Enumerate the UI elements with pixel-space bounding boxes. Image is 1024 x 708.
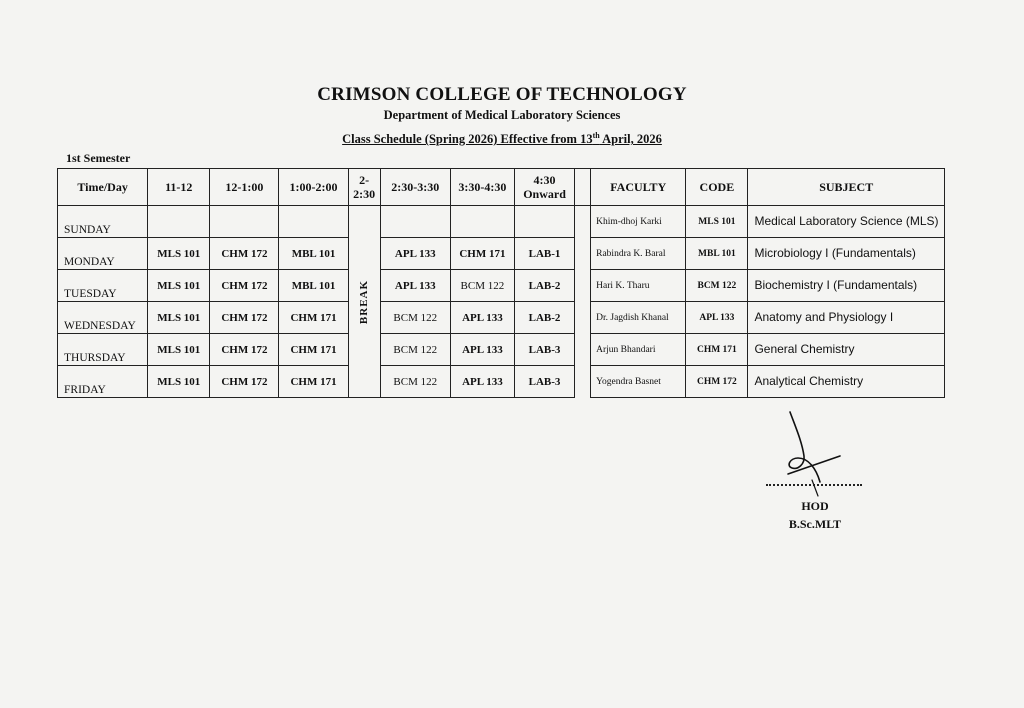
table-header-row: [58, 169, 945, 206]
class-cell: CHM 172: [210, 238, 279, 270]
class-cell: LAB-2: [514, 302, 574, 334]
class-cell: CHM 172: [210, 334, 279, 366]
class-cell: BCM 122: [450, 270, 514, 302]
day-cell: TUESDAY: [58, 270, 148, 302]
faculty-cell: Arjun Bhandari: [591, 334, 686, 366]
gap-cell: [575, 366, 591, 398]
class-cell: BCM 122: [380, 366, 450, 398]
class-cell: MLS 101: [148, 270, 210, 302]
day-cell: WEDNESDAY: [58, 302, 148, 334]
class-cell: LAB-1: [514, 238, 574, 270]
gap-cell: [575, 206, 591, 238]
day-cell: SUNDAY: [58, 206, 148, 238]
gap-cell: [575, 302, 591, 334]
class-cell: APL 133: [380, 238, 450, 270]
gap-cell: [575, 238, 591, 270]
code-cell: MBL 101: [686, 238, 748, 270]
class-cell: [279, 206, 348, 238]
signature-line: [766, 484, 862, 486]
class-cell: CHM 171: [279, 302, 348, 334]
class-cell: [450, 206, 514, 238]
code-cell: CHM 172: [686, 366, 748, 398]
class-cell: MBL 101: [279, 270, 348, 302]
class-cell: LAB-3: [514, 366, 574, 398]
subject-cell: Analytical Chemistry: [748, 366, 945, 398]
class-cell: APL 133: [450, 334, 514, 366]
faculty-cell: Khim-dhoj Karki: [591, 206, 686, 238]
class-cell: APL 133: [450, 302, 514, 334]
header-slot: 1:00-2:00: [279, 169, 348, 206]
header-timeday: Time/Day: [58, 169, 148, 206]
header-code: CODE: [686, 169, 748, 206]
header-slot: 12-1:00: [210, 169, 279, 206]
table-row: [58, 366, 945, 398]
subject-cell: General Chemistry: [748, 334, 945, 366]
class-cell: CHM 172: [210, 270, 279, 302]
class-cell: MLS 101: [148, 366, 210, 398]
faculty-cell: Dr. Jagdish Khanal: [591, 302, 686, 334]
class-cell: APL 133: [450, 366, 514, 398]
class-cell: CHM 172: [210, 302, 279, 334]
schedule-table: [57, 168, 945, 398]
subject-cell: Medical Laboratory Science (MLS): [748, 206, 945, 238]
header-slot: 11-12: [148, 169, 210, 206]
schedule-title: [0, 131, 1004, 147]
class-cell: CHM 171: [450, 238, 514, 270]
class-cell: MLS 101: [148, 238, 210, 270]
class-cell: CHM 171: [279, 366, 348, 398]
gap-cell: [575, 270, 591, 302]
code-cell: BCM 122: [686, 270, 748, 302]
faculty-cell: Hari K. Tharu: [591, 270, 686, 302]
college-title: CRIMSON COLLEGE OF TECHNOLOGY: [317, 84, 687, 105]
table-row: [58, 238, 945, 270]
class-cell: [148, 206, 210, 238]
day-cell: FRIDAY: [58, 366, 148, 398]
header-slot: 3:30-4:30: [450, 169, 514, 206]
table-row: [58, 206, 945, 238]
schedule-title-suffix: April, 2026: [599, 132, 662, 147]
table-row: [58, 302, 945, 334]
header-faculty: FACULTY: [591, 169, 686, 206]
code-cell: APL 133: [686, 302, 748, 334]
faculty-cell: Yogendra Basnet: [591, 366, 686, 398]
class-cell: CHM 172: [210, 366, 279, 398]
gap-cell: [575, 169, 591, 206]
header-slot: 2-2:30: [348, 169, 380, 206]
semester-label: 1st Semester: [66, 151, 131, 165]
signatory-program: B.Sc.MLT: [788, 517, 842, 531]
subject-cell: Anatomy and Physiology I: [748, 302, 945, 334]
class-cell: APL 133: [380, 270, 450, 302]
class-cell: [514, 206, 574, 238]
code-cell: MLS 101: [686, 206, 748, 238]
class-cell: BCM 122: [380, 302, 450, 334]
subject-cell: Biochemistry I (Fundamentals): [748, 270, 945, 302]
class-cell: CHM 171: [279, 334, 348, 366]
gap-cell: [575, 334, 591, 366]
signatory-role: HOD: [801, 499, 829, 513]
header-slot: 4:30 Onward: [514, 169, 574, 206]
class-cell: BCM 122: [380, 334, 450, 366]
break-label: BREAK: [358, 279, 371, 324]
header-slot: 2:30-3:30: [380, 169, 450, 206]
break-column: [348, 206, 380, 398]
day-cell: THURSDAY: [58, 334, 148, 366]
class-cell: LAB-2: [514, 270, 574, 302]
table-row: [58, 334, 945, 366]
department-name: Department of Medical Laboratory Sciences: [383, 108, 621, 122]
table-row: [58, 270, 945, 302]
class-cell: MLS 101: [148, 302, 210, 334]
schedule-title-sup: th: [592, 131, 600, 140]
day-cell: MONDAY: [58, 238, 148, 270]
class-cell: MBL 101: [279, 238, 348, 270]
class-cell: [210, 206, 279, 238]
code-cell: CHM 171: [686, 334, 748, 366]
class-cell: LAB-3: [514, 334, 574, 366]
subject-cell: Microbiology I (Fundamentals): [748, 238, 945, 270]
faculty-cell: Rabindra K. Baral: [591, 238, 686, 270]
schedule-title-prefix: Class Schedule (Spring 2026) Effective from 13: [342, 132, 593, 147]
class-cell: MLS 101: [148, 334, 210, 366]
header-subject: SUBJECT: [748, 169, 945, 206]
class-cell: [380, 206, 450, 238]
